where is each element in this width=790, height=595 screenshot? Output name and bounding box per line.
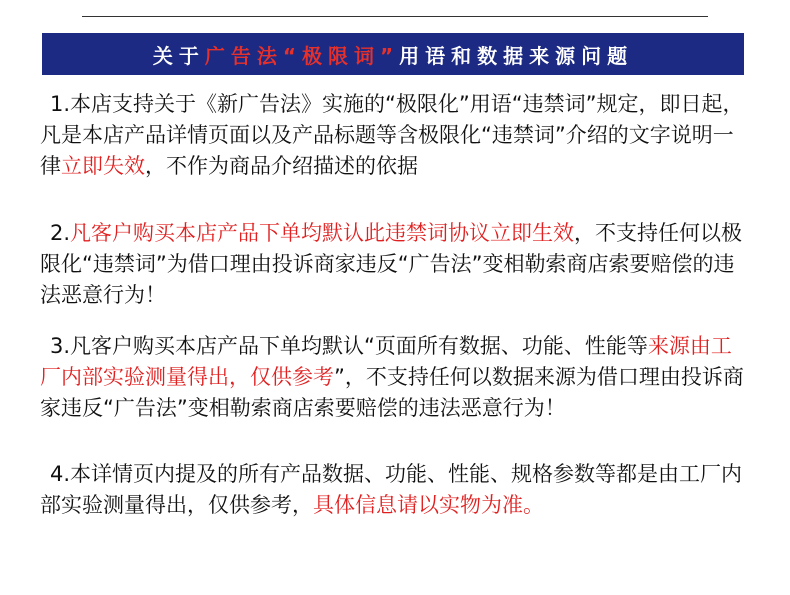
paragraph-text-end: ”，不支持任何以数据来源为借口理由投诉商家违反“广告法”变相勒索商店索要赔偿的违法恶意行为！ xyxy=(40,365,744,420)
paragraph-highlight: 具体信息请以实物为准。 xyxy=(313,493,544,517)
title-suffix: 用语和数据来源问题 xyxy=(399,43,634,68)
title-banner xyxy=(42,33,744,75)
paragraph-text-end: ，不支持任何以极限化“违禁词”为借口理由投诉商家违反“广告法”变相勒索商店索要赔偿的违法恶意行为！ xyxy=(40,221,743,307)
paragraph-highlight: 立即失效 xyxy=(61,154,145,178)
paragraph-3 xyxy=(40,331,752,424)
title-prefix: 关于 xyxy=(152,43,205,68)
paragraph-2 xyxy=(40,218,752,311)
title-highlight: 广告法“极限词” xyxy=(204,43,400,68)
paragraph-number: 2. xyxy=(50,221,71,245)
paragraph-4 xyxy=(40,459,752,521)
paragraph-number: 3. xyxy=(50,334,71,358)
paragraph-number: 1. xyxy=(50,92,71,116)
paragraph-1 xyxy=(40,89,752,182)
paragraph-highlight: 来源由工厂内部实验测量得出，仅供参考 xyxy=(40,334,732,389)
paragraph-highlight: 凡客户购买本店产品下单均默认此违禁词协议立即生效 xyxy=(70,221,575,245)
paragraph-text: 本店支持关于《新广告法》实施的“极限化”用语“违禁词”规定，即日起，凡是本店产品详情页面以及产品标题等含极限化“违禁词”介绍的文字说明一律 xyxy=(40,92,744,178)
paragraph-text: 凡客户购买本店产品下单均默认“页面所有数据、功能、性能等 xyxy=(70,334,648,358)
paragraph-number: 4. xyxy=(50,462,71,486)
top-divider xyxy=(82,16,708,17)
paragraph-text-end: ，不作为商品介绍描述的依据 xyxy=(145,154,418,178)
paragraph-text: 本详情页内提及的所有产品数据、功能、性能、规格参数等都是由工厂内部实验测量得出，仅供参考， xyxy=(40,462,743,517)
